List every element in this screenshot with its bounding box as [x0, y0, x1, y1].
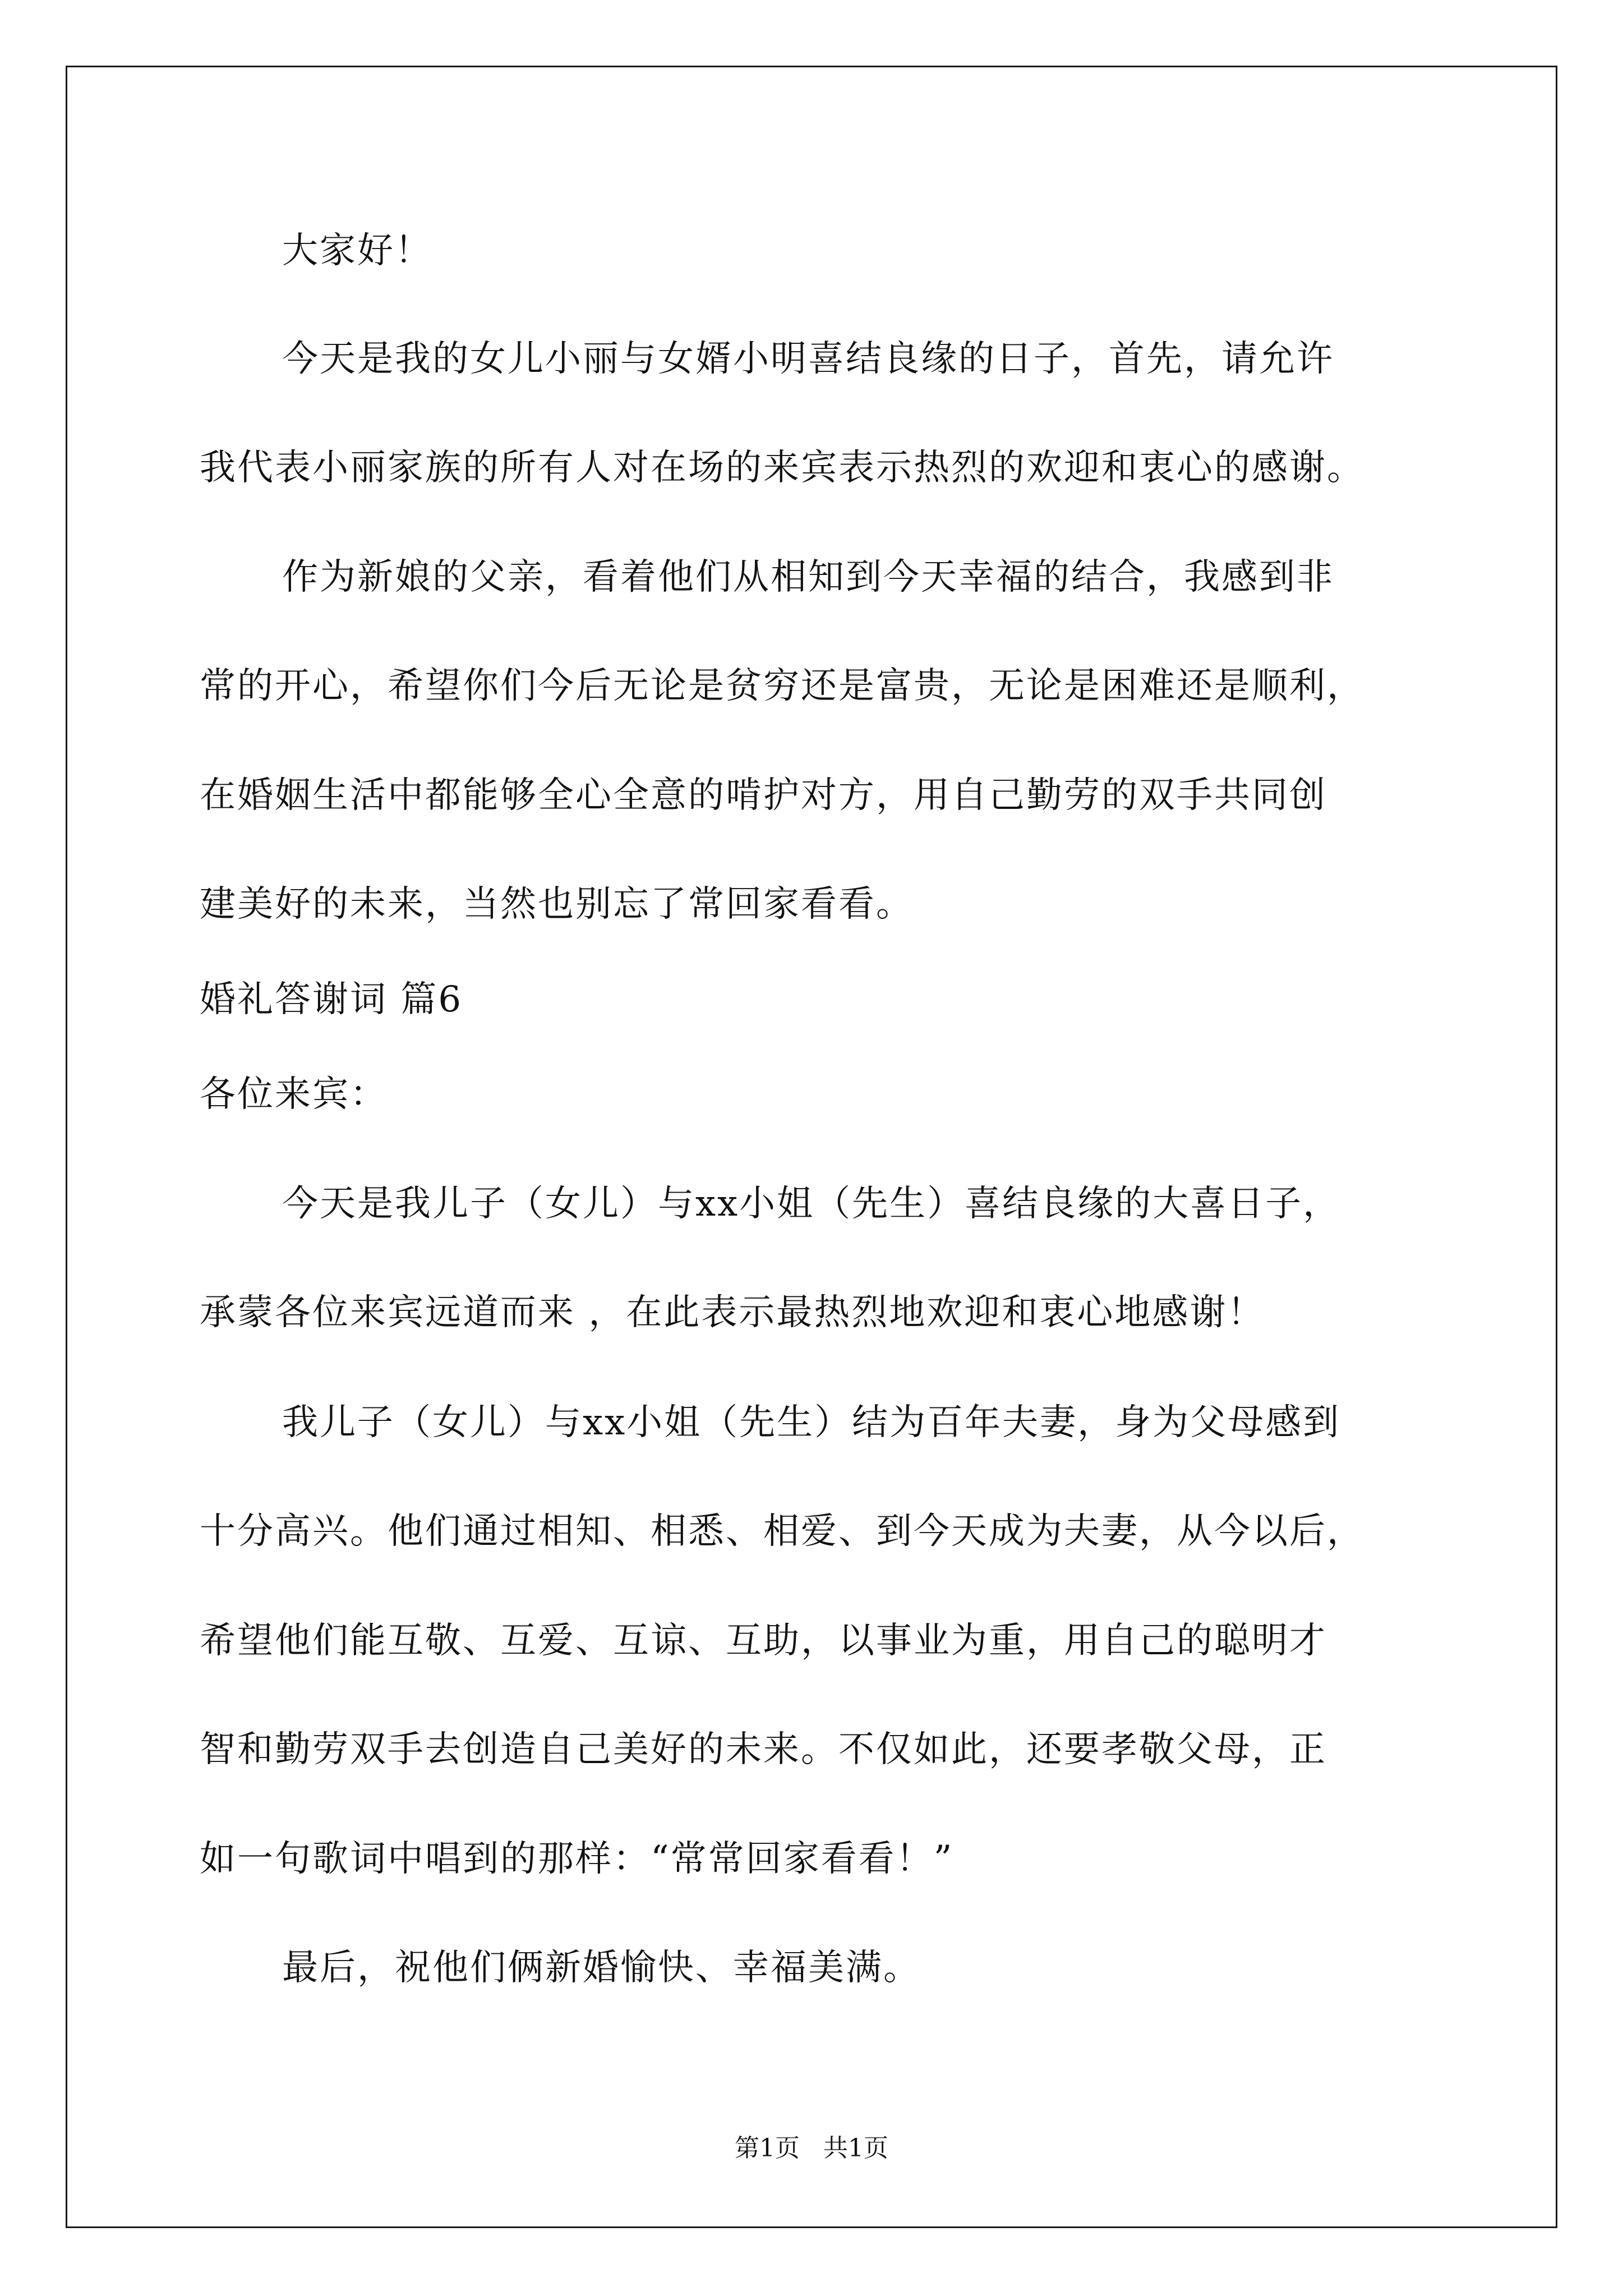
paragraph-line: 建美好的未来，当然也别忘了常回家看看。 [200, 884, 914, 925]
greeting-line: 大家好！ [282, 230, 432, 272]
closing-line: 最后，祝他们俩新婚愉快、幸福美满。 [282, 1947, 921, 1989]
paragraph-line: 我代表小丽家族的所有人对在场的来宾表示热烈的欢迎和衷心的感谢。 [200, 447, 1364, 489]
paragraph-line: 今天是我儿子（女儿）与xx小姐（先生）喜结良缘的大喜日子， [282, 1183, 1341, 1225]
paragraph-line: 承蒙各位来宾远道而来 ，在此表示最热烈地欢迎和衷心地感谢！ [200, 1292, 1265, 1333]
paragraph-line: 在婚姻生活中都能够全心全意的啃护对方，用自己勤劳的双手共同创 [200, 775, 1327, 816]
paragraph-line: 作为新娘的父亲，看着他们从相知到今天幸福的结合，我感到非 [282, 556, 1334, 598]
paragraph-line: 希望他们能互敬、互爱、互谅、互助，以事业为重，用自己的聪明才 [200, 1620, 1327, 1662]
section-heading: 婚礼答谢词 篇6 [200, 979, 463, 1020]
page-number: 第1页 共1页 [735, 2134, 888, 2162]
salutation-line: 各位来宾： [200, 1074, 388, 1115]
page-border [66, 66, 1557, 2228]
paragraph-line: 常的开心，希望你们今后无论是贫穷还是富贵，无论是困难还是顺利， [200, 665, 1364, 707]
paragraph-line: 如一句歌词中唱到的那样：“常常回家看看！” [200, 1838, 954, 1880]
paragraph-line: 今天是我的女儿小丽与女婿小明喜结良缘的日子，首先，请允许 [282, 338, 1334, 380]
paragraph-line: 智和勤劳双手去创造自己美好的未来。不仅如此，还要孝敬父母，正 [200, 1729, 1327, 1770]
paragraph-line: 我儿子（女儿）与xx小姐（先生）结为百年夫妻，身为父母感到 [282, 1402, 1341, 1443]
paragraph-line: 十分高兴。他们通过相知、相悉、相爱、到今天成为夫妻，从今以后， [200, 1511, 1364, 1552]
